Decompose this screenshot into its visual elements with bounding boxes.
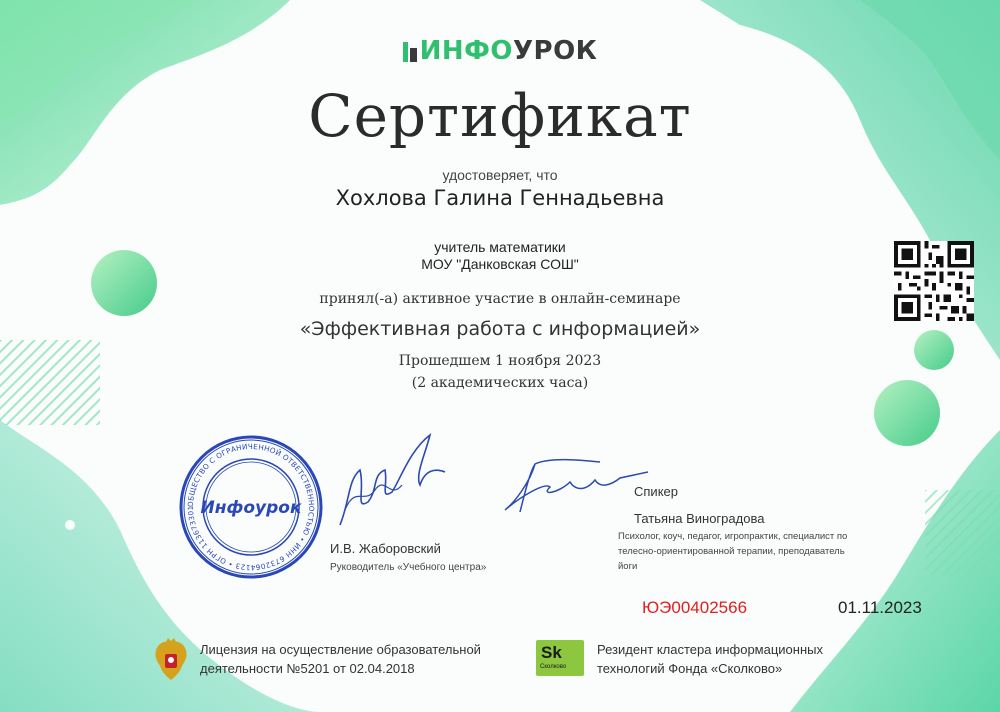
speaker-description: Психолог, коуч, педагог, игропрактик, специалист по телесно-ориентированной терапии, преподаватель йоги	[618, 531, 848, 572]
certifies-text: удостоверяет, что	[442, 167, 558, 183]
position-line-1: учитель математики	[434, 239, 566, 255]
speaker-name: Татьяна Виноградова	[634, 511, 765, 526]
hours-text: (2 академических часа)	[411, 375, 589, 391]
license-line-1: Лицензия на осуществление образовательной	[200, 642, 481, 657]
skolkovo-logo-mark: Sk	[541, 643, 562, 662]
recipient-name: Хохлова Галина Геннадьевна	[335, 186, 665, 210]
license-info	[200, 640, 510, 678]
held-date-text: Прошедшем 1 ноября 2023	[398, 353, 602, 369]
skolkovo-line-1: Резидент кластера информационных	[597, 642, 823, 657]
position-line-2: МОУ "Данковская СОШ"	[421, 256, 579, 272]
logo-part2: УРОК	[512, 36, 598, 66]
speaker-label: Спикер	[634, 484, 678, 499]
seminar-title: «Эффективная работа с информацией»	[299, 318, 701, 340]
certificate-title: Сертификат	[308, 82, 692, 150]
qr-code	[893, 241, 975, 326]
skolkovo-line-2: технологий Фонда «Сколково»	[597, 661, 783, 676]
director-role: Руководитель «Учебного центра»	[330, 562, 487, 573]
skolkovo-info	[597, 640, 857, 678]
recipient-position	[0, 239, 1000, 273]
organization-stamp	[177, 433, 325, 586]
stamp-ring-text: ОБЩЕСТВО С ОГРАНИЧЕННОЙ ОТВЕТСТВЕННОСТЬЮ • ИНН 6732064123 • ОГРН 113673301	[185, 441, 317, 573]
infourok-logo-icon	[403, 39, 417, 69]
participation-text: принял(-а) активное участие в онлайн-семинаре	[319, 291, 681, 307]
skolkovo-logo	[536, 640, 584, 676]
director-signature	[330, 430, 460, 535]
infourok-logo	[0, 36, 1000, 69]
russian-emblem-icon	[152, 638, 190, 687]
certificate-number: ЮЭ00402566	[642, 598, 748, 617]
stamp-center-text: Инфоурок	[200, 498, 302, 518]
license-line-2: деятельности №5201 от 02.04.2018	[200, 661, 415, 676]
director-name: И.В. Жаборовский	[330, 541, 441, 556]
certificate-date: 01.11.2023	[838, 598, 922, 617]
logo-part1: ИНФО	[419, 36, 513, 66]
speaker-signature	[490, 452, 650, 527]
skolkovo-logo-name: Сколково	[540, 664, 567, 670]
